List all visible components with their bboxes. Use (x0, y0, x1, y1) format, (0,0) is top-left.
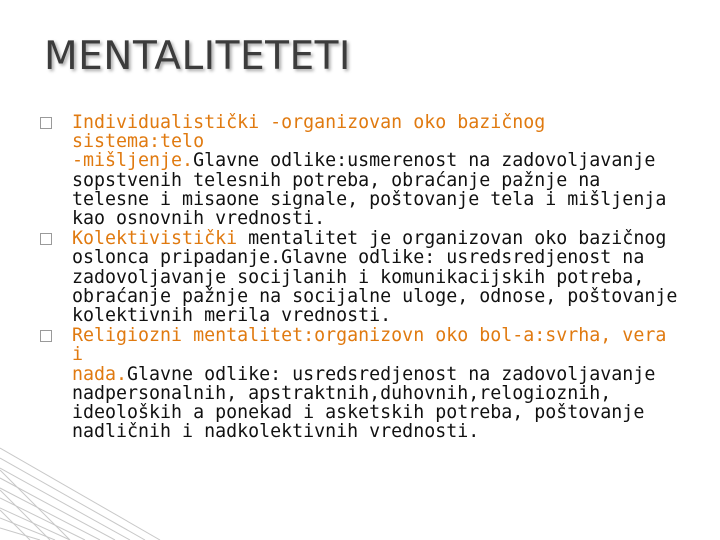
bullet-text: Glavne odlike:usmerenost na zadovoljavanje sopstvenih telesnih potreba, obraćanje pažnje na telesne i misaone signale, poštovanje tela i mišljenja kao osnovnih vrednosti. (72, 150, 667, 230)
corner-line-pattern-icon (0, 420, 180, 540)
square-bullet-icon (40, 233, 52, 245)
bullet-emphasis: Kolektivistički (72, 228, 238, 250)
square-bullet-icon (40, 330, 52, 342)
bullet-emphasis: Individualistički -organizovan oko bazičnog sistema:telo -mišljenje. (72, 112, 546, 172)
bullet-emphasis: Religiozni mentalitet:organizovn oko bol-a:svrha, vera i nada. (72, 325, 667, 385)
bullet-text: mentalitet je organizovan oko bazičnog oslonca pripadanje.Glavne odlike: usredsredjenost na zadovoljavanje socijlanih i komunikacijskih potreba, obraćanje pažnje na socijalne uloge, odnose, poštovanje kolektivnih merila vrednosti. (72, 228, 678, 327)
slide-title: MENTALITETETI (44, 34, 351, 79)
bullet-kolektivisticki (40, 229, 680, 325)
square-bullet-icon (40, 117, 52, 129)
bullet-text: Glavne odlike: usredsredjenost na zadovoljavanje nadpersonalnih, apstraktnih,duhovnih,relogioznih, ideoloških a ponekad i asketskih potreba, poštovanje nadličnih i nadkolektivnih vrednosti. (72, 363, 656, 443)
bullet-list (40, 113, 680, 442)
bullet-individualisticki (40, 113, 680, 228)
